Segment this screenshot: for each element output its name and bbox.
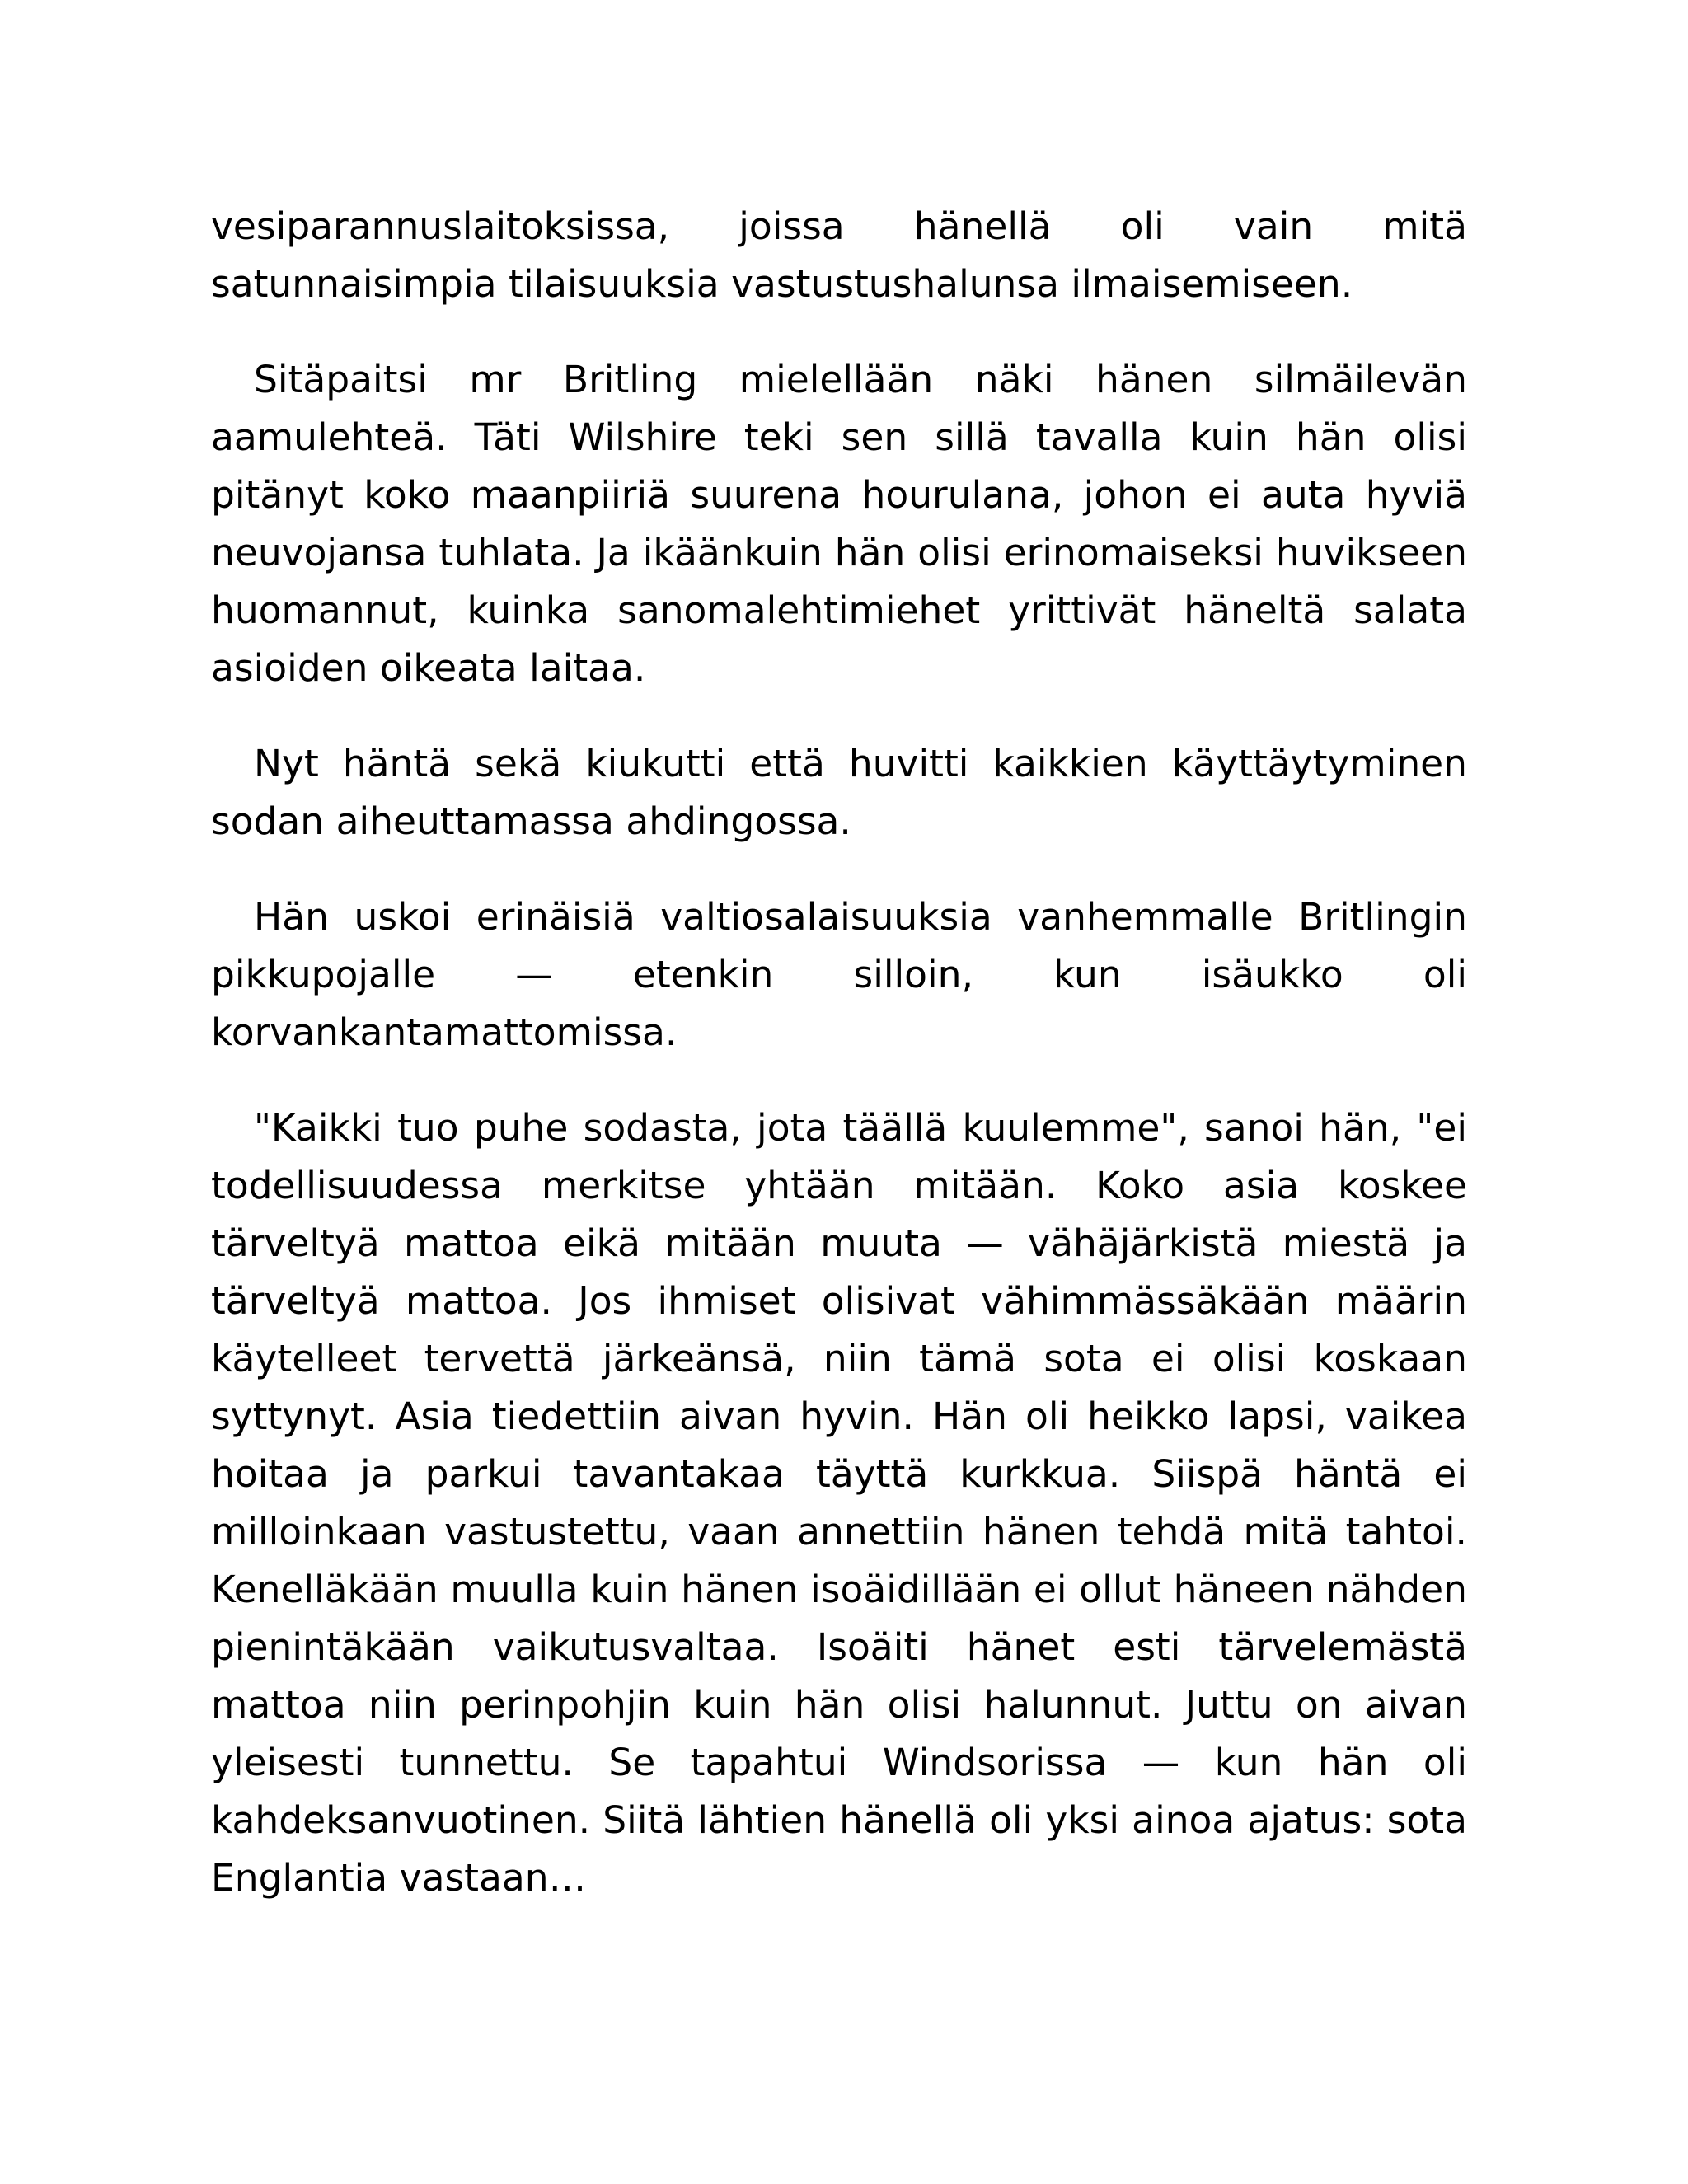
paragraph-3: Nyt häntä sekä kiukutti että huvitti kaikkien käyttäytyminen sodan aiheuttamassa ahdingossa. (211, 742, 1467, 843)
document-page (211, 198, 1467, 1945)
paragraph-4: Hän uskoi erinäisiä valtiosalaisuuksia vanhemmalle Britlingin pikkupojalle — etenkin silloin, kun isäukko oli korvankantamattomissa. (211, 895, 1467, 1054)
paragraph-5: "Kaikki tuo puhe sodasta, jota täällä kuulemme", sanoi hän, "ei todellisuudessa merkitse yhtään mitään. Koko asia koskee tärveltyä mattoa eikä mitään muuta — vähäjärkistä miestä ja tärveltyä mattoa. Jos ihmiset olisivat vähimmässäkään määrin käytelleet tervettä järkeänsä, niin tämä sota ei olisi koskaan syttynyt. Asia tiedettiin aivan hyvin. Hän oli heikko lapsi, vaikea hoitaa ja parkui tavantakaa täyttä kurkkua. Siispä häntä ei milloinkaan vastustettu, vaan annettiin hänen tehdä mitä tahtoi. Kenelläkään muulla kuin hänen isoäidillään ei ollut häneen nähden pienintäkään vaikutusvaltaa. Isoäiti hänet esti tärvelemästä mattoa niin perinpohjin kuin hän olisi halunnut. Juttu on aivan yleisesti tunnettu. Se tapahtui Windsorissa — kun hän oli kahdeksanvuotinen. Siitä lähtien hänellä oli yksi ainoa ajatus: sota Englantia vastaan… (211, 1106, 1467, 1900)
paragraph-1: vesiparannuslaitoksissa, joissa hänellä oli vain mitä satunnaisimpia tilaisuuksia vastustushalunsa ilmaisemiseen. (211, 204, 1467, 306)
paragraph-2: Sitäpaitsi mr Britling mielellään näki hänen silmäilevän aamulehteä. Täti Wilshire teki sen sillä tavalla kuin hän olisi pitänyt koko maanpiiriä suurena hourulana, johon ei auta hyviä neuvojansa tuhlata. Ja ikäänkuin hän olisi erinomaiseksi huvikseen huomannut, kuinka sanomalehtimiehet yrittivät häneltä salata asioiden oikeata laitaa. (211, 358, 1467, 690)
